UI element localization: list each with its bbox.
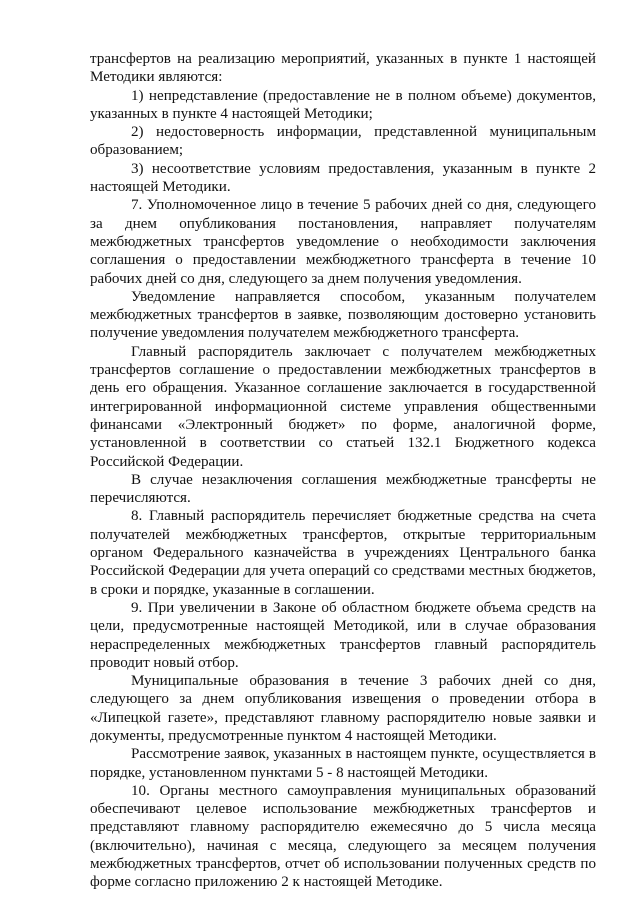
paragraph-continuation: трансфертов на реализацию мероприятий, указанных в пункте 1 настоящей Методики являются: (90, 51, 596, 86)
paragraph-clause-8: 8. Главный распорядитель перечисляет бюджетные средства на счета получателей межбюджетных трансфертов, открытые территориальным органом Федерального казначейства в учреждениях Центрального банка Российской Федерации для учета операций со средствами местных бюджетов, в сроки и порядке, указанные в соглашении. (90, 508, 596, 598)
paragraph-agreement: Главный распорядитель заключает с получателем межбюджетных трансфертов соглашение о предоставлении межбюджетных трансфертов в день его обращения. Указанное соглашение заключается в государственной интегрированной информационной системе управления общественными финансами «Электронный бюджет» по форме, аналогичной форме, установленной в соответствии со статьей 132.1 Бюджетного кодекса Российской Федерации. (90, 343, 596, 470)
paragraph-clause-9: 9. При увеличении в Законе об областном бюджете объема средств на цели, предусмотренные настоящей Методикой, или в случае образования нераспределенных межбюджетных трансфертов главный распорядитель проводит новый отбор. (90, 599, 596, 671)
paragraph-review: Рассмотрение заявок, указанных в настоящем пункте, осуществляется в порядке, установленном пунктами 5 - 8 настоящей Методики. (90, 746, 596, 781)
paragraph-clause-10: 10. Органы местного самоуправления муниципальных образований обеспечивают целевое использование межбюджетных трансфертов и представляют главному распорядителю ежемесячно до 5 числа месяца (включительно), начиная с месяца, следующего за месяцем получения межбюджетных трансфертов, отчет об использовании полученных средств по форме согласно приложению 2 к настоящей Методике. (90, 782, 596, 891)
paragraph-no-agreement: В случае незаключения соглашения межбюджетные трансферты не перечисляются. (90, 471, 596, 507)
paragraph-item-2: 2) недостоверность информации, представленной муниципальным образованием; (90, 124, 596, 159)
paragraph-notification: Уведомление направляется способом, указанным получателем межбюджетных трансфертов в заявке, позволяющим достоверно установить получение уведомления получателем межбюджетного трансферта. (90, 288, 596, 342)
paragraph-item-1: 1) непредставление (предоставление не в полном объеме) документов, указанных в пункте 4 настоящей Методики; (90, 87, 596, 122)
paragraph-item-3: 3) несоответствие условиям предоставления, указанным в пункте 2 настоящей Методики. (90, 160, 596, 196)
document-page (90, 50, 596, 892)
paragraph-municipal: Муниципальные образования в течение 3 рабочих дней со дня, следующего за днем опубликования извещения о проведении отбора в «Липецкой газете», представляют главному распорядителю новые заявки и документы, предусмотренные пунктом 4 настоящей Методики. (90, 673, 596, 744)
paragraph-clause-7: 7. Уполномоченное лицо в течение 5 рабочих дней со дня, следующего за днем опубликования постановления, направляет получателям межбюджетных трансфертов уведомление о необходимости заключения соглашения о предоставлении межбюджетного трансферта в течение 10 рабочих дней со дня, следующего за днем получения уведомления. (90, 197, 596, 287)
